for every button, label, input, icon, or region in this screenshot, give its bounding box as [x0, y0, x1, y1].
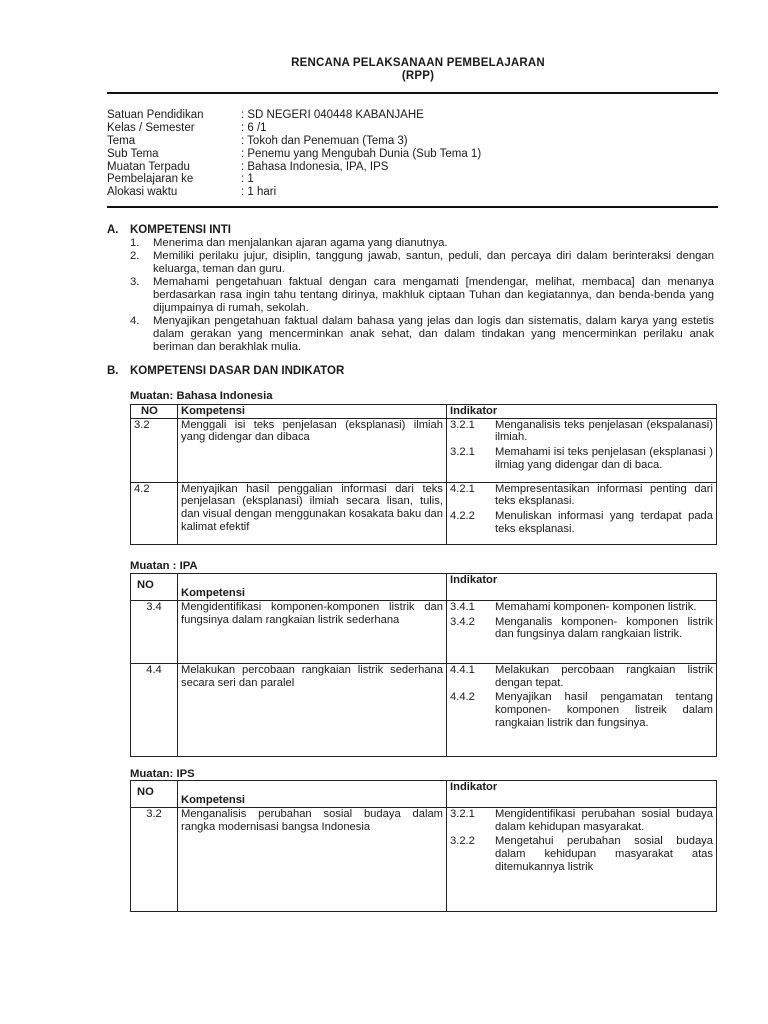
muatan-bahasa-title: Muatan: Bahasa Indonesia: [130, 390, 273, 402]
doc-subtitle: (RPP): [401, 70, 435, 82]
section-a-heading: A. KOMPETENSI INTI: [107, 224, 231, 236]
table-row: 4.2 Menyajikan hasil penggalian informasi dari teks penjelasan (eksplanasi) ilmiah secara lisan, tulis, dan visual dengan menggunakan kosakata baku dan kalimat efektif 4.2.1 Mempresentasikan informasi penting dari teks eksplanasi. 4.2.2 Menuliskan informasi yang terdapat pada teks eksplanasi.: [131, 482, 717, 544]
col-indikator: Indikator: [447, 405, 717, 419]
identity-row: Tema : Tokoh dan Penemuan (Tema 3): [107, 134, 408, 147]
indicator-item: 4.2.1 Mempresentasikan informasi penting dari teks eksplanasi.: [450, 482, 713, 508]
indicator-item: 3.4.1 Memahami komponen- komponen listrik.: [450, 601, 697, 613]
identity-row: Satuan Pendidikan : SD NEGERI 040448 KABANJAHE: [107, 109, 424, 121]
table-header-row: [131, 405, 717, 419]
col-kompetensi: Kompetensi: [178, 574, 447, 601]
table-row: 4.4 Melakukan percobaan rangkaian listrik sederhana secara seri dan paralel 4.4.1 Melakukan percobaan rangkaian listrik dengan tepat. 4.4.2 Menyajikan hasil pengamatan tentang komponen- komponen listreik dalam rangkaian listrik dan fungsinya.: [131, 664, 717, 757]
ips-table: [130, 780, 717, 912]
indicator-item: 3.2.1 Mengidentifikasi perubahan sosial budaya dalam kehidupan masyarakat.: [450, 808, 713, 833]
muatan-ipa-title: Muatan : IPA: [130, 560, 198, 572]
ipa-table: [130, 573, 717, 757]
section-b-heading: B. KOMPETENSI DASAR DAN INDIKATOR: [107, 365, 345, 377]
header-divider: [107, 92, 718, 94]
table-row: 3.4 Mengidentifikasi komponen-komponen listrik dan fungsinya dalam rangkaian listrik sederhana 3.4.1 Memahami komponen- komponen listrik. 3.4.2 Menganalis komponen- komponen listrik dan fungsinya dalam rangkaian listrik.: [131, 601, 717, 664]
doc-title: RENCANA PELAKSANAAN PEMBELAJARAN: [291, 57, 545, 69]
col-indikator: Indikator: [447, 574, 717, 601]
col-indikator: Indikator: [447, 781, 717, 808]
indicator-item: 3.2.1 Memahami isi teks penjelasan (eksplanasi ) ilmiag yang didengar dan di baca.: [450, 446, 713, 471]
table-header-row: [131, 574, 717, 601]
identity-row: Alokasi waktu : 1 hari: [107, 186, 277, 199]
identity-row: Kelas / Semester : 6 /1: [107, 121, 267, 134]
indicator-item: 4.4.1 Melakukan percobaan rangkaian listrik dengan tepat.: [450, 664, 713, 689]
muatan-ips-title: Muatan: IPS: [130, 768, 195, 780]
list-item: 1. Menerima dan menjalankan ajaran agama yang dianutnya.: [130, 237, 448, 249]
table-row: 3.2 Menganalisis perubahan sosial budaya dalam rangka modernisasi bangsa Indonesia 3.2.1 Mengidentifikasi perubahan sosial budaya dalam kehidupan masyarakat. 3.2.2 Mengetahui perubahan sosial budaya dalam kehidupan masyarakat atas ditemukannya listrik: [131, 808, 717, 912]
kompetensi-inti-list: [130, 237, 714, 354]
col-no: NO: [131, 405, 178, 419]
list-item: 2. Memiliki perilaku jujur, disiplin, tanggung jawab, santun, peduli, dan percaya diri dalam berinteraksi dengan keluarga, teman dan guru.: [130, 250, 714, 275]
list-item: 3. Memahami pengetahuan faktual dengan cara mengamati [mendengar, melihat, membaca] dan menanya berdasarkan rasa ingin tahu tentang dirinya, makhluk ciptaan Tuhan dan kegiatannya, dan benda-benda yang dijumpainya di rumah, sekolah.: [130, 276, 714, 314]
indicator-item: 4.2.2 Menuliskan informasi yang terdapat pada teks eksplanasi.: [450, 510, 713, 535]
indicator-item: 3.2.2 Mengetahui perubahan sosial budaya dalam kehidupan masyarakat atas ditemukannya listrik: [450, 835, 713, 873]
identity-block: [107, 109, 481, 199]
table-row: 3.2 Menggali isi teks penjelasan (eksplanasi) ilmiah yang didengar dan dibaca 3.2.1 Menganalisis teks penjelasan (ekspalanasi) ilmiah. 3.2.1 Memahami isi teks penjelasan (eksplanasi ) ilmiag yang didengar dan di baca.: [131, 418, 717, 482]
indicator-item: 3.4.2 Menganalis komponen- komponen listrik dan fungsinya dalam rangkaian listrik.: [450, 615, 713, 641]
bahasa-table: [130, 404, 717, 545]
col-kompetensi: Kompetensi: [178, 405, 447, 419]
identity-divider: [107, 206, 718, 208]
identity-row: Pembelajaran ke : 1: [107, 173, 254, 186]
identity-row: Muatan Terpadu : Bahasa Indonesia, IPA, IPS: [107, 160, 389, 173]
indicator-item: 3.2.1 Menganalisis teks penjelasan (ekspalanasi) ilmiah.: [450, 418, 713, 444]
table-header-row: [131, 781, 717, 808]
indicator-item: 4.4.2 Menyajikan hasil pengamatan tentang komponen- komponen listreik dalam rangkaian listrik dan fungsinya.: [450, 691, 713, 729]
col-no: NO: [131, 574, 178, 601]
col-no: NO: [131, 781, 178, 808]
col-kompetensi: Kompetensi: [178, 781, 447, 808]
identity-row: Sub Tema : Penemu yang Mengubah Dunia (Sub Tema 1): [107, 147, 482, 160]
list-item: 4. Menyajikan pengetahuan faktual dalam bahasa yang jelas dan logis dan sistematis, dalam karya yang estetis dalam gerakan yang mencerminkan anak sehat, dan dalam tindakan yang mencerminkan perilaku anak beriman dan berakhlak mulia.: [130, 315, 714, 353]
